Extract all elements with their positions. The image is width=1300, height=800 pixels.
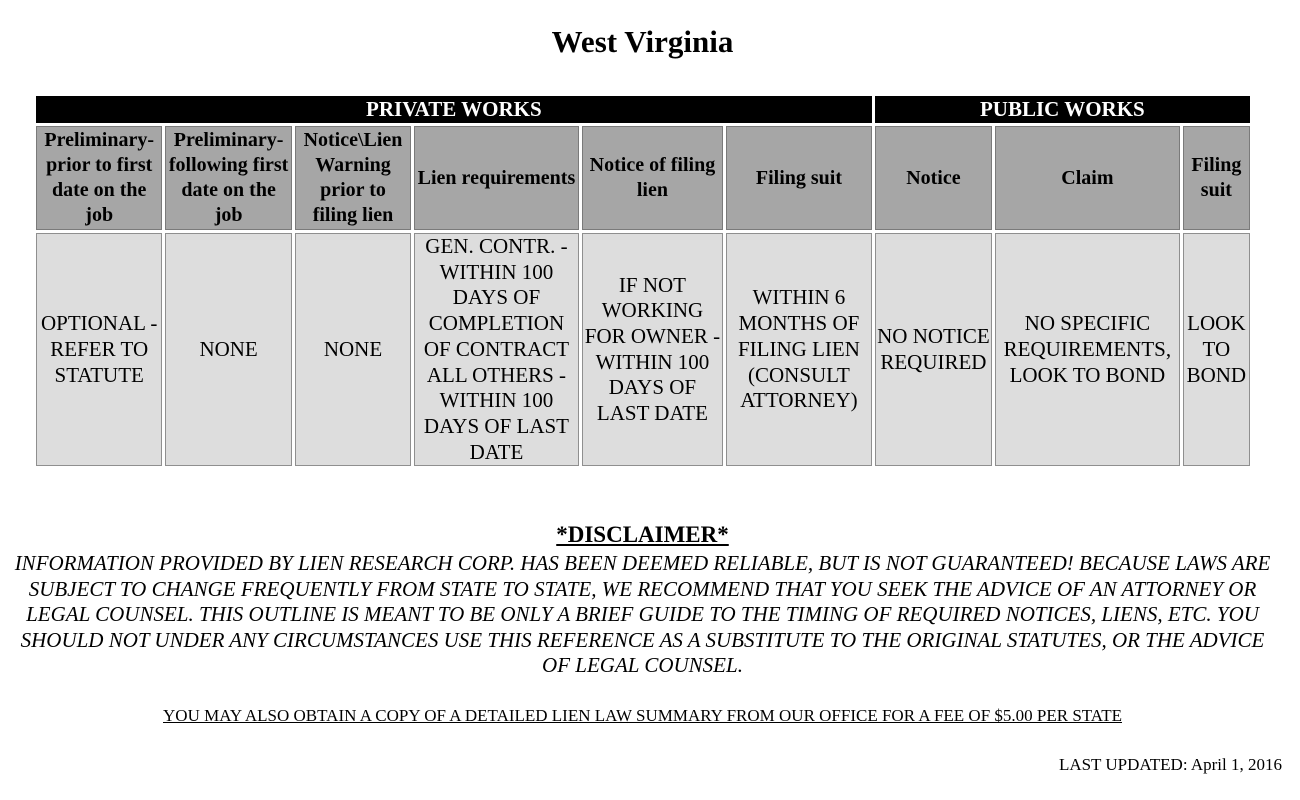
disclaimer-heading: *DISCLAIMER*: [556, 522, 729, 547]
section-header-row: [36, 96, 1250, 123]
private-works-header: PRIVATE WORKS: [36, 96, 872, 123]
last-updated-text: LAST UPDATED: April 1, 2016: [1058, 755, 1282, 774]
table-cell-public-notice: NO NOTICE REQUIRED: [875, 233, 992, 466]
column-header-public-filing-suit: Filing suit: [1183, 126, 1250, 230]
column-header-preliminary-prior: Preliminary- prior to first date on the job: [36, 126, 162, 230]
column-header-notice-lien-warning: Notice\Lien Warning prior to filing lien: [295, 126, 411, 230]
public-works-header: PUBLIC WORKS: [875, 96, 1250, 123]
column-header-notice-of-filing-lien: Notice of filing lien: [582, 126, 723, 230]
column-header-row: [36, 126, 1250, 230]
lien-requirements-table: [33, 93, 1253, 469]
table-cell-preliminary-following: NONE: [165, 233, 291, 466]
page-title: West Virginia: [551, 24, 734, 59]
column-header-public-notice: Notice: [875, 126, 992, 230]
column-header-public-claim: Claim: [995, 126, 1180, 230]
lien-law-summary-link[interactable]: YOU MAY ALSO OBTAIN A COPY OF A DETAILED LIEN LAW SUMMARY FROM OUR OFFICE FOR A FEE OF $5.00 PER STATE: [163, 706, 1122, 725]
table-cell-public-filing-suit: LOOK TO BOND: [1183, 233, 1250, 466]
table-cell-private-filing-suit: WITHIN 6 MONTHS OF FILING LIEN (CONSULT ATTORNEY): [726, 233, 872, 466]
column-header-preliminary-following: Preliminary- following first date on the job: [165, 126, 291, 230]
table-cell-notice-of-filing-lien: IF NOT WORKING FOR OWNER - WITHIN 100 DAYS OF LAST DATE: [582, 233, 723, 466]
table-cell-preliminary-prior: OPTIONAL - REFER TO STATUTE: [36, 233, 162, 466]
table-row: [36, 233, 1250, 466]
table-cell-public-claim: NO SPECIFIC REQUIREMENTS, LOOK TO BOND: [995, 233, 1180, 466]
column-header-lien-requirements: Lien requirements: [414, 126, 579, 230]
column-header-private-filing-suit: Filing suit: [726, 126, 872, 230]
table-cell-lien-requirements: GEN. CONTR. - WITHIN 100 DAYS OF COMPLETION OF CONTRACT ALL OTHERS - WITHIN 100 DAYS OF LAST DATE: [414, 233, 579, 466]
disclaimer-text: INFORMATION PROVIDED BY LIEN RESEARCH CORP. HAS BEEN DEEMED RELIABLE, BUT IS NOT GUARANTEED! BECAUSE LAWS ARE SUBJECT TO CHANGE FREQUENTLY FROM STATE TO STATE, WE RECOMMEND THAT YOU SEEK THE ADVICE OF AN ATTORNEY OR LEGAL COUNSEL. THIS OUTLINE IS MEANT TO BE ONLY A BRIEF GUIDE TO THE TIMING OF REQUIRED NOTICES, LIENS, ETC. YOU SHOULD NOT UNDER ANY CIRCUMSTANCES USE THIS REFERENCE AS A SUBSTITUTE TO THE ORIGINAL STATUTES, OR THE ADVICE OF LEGAL COUNSEL.: [14, 551, 1271, 677]
table-cell-notice-lien-warning: NONE: [295, 233, 411, 466]
